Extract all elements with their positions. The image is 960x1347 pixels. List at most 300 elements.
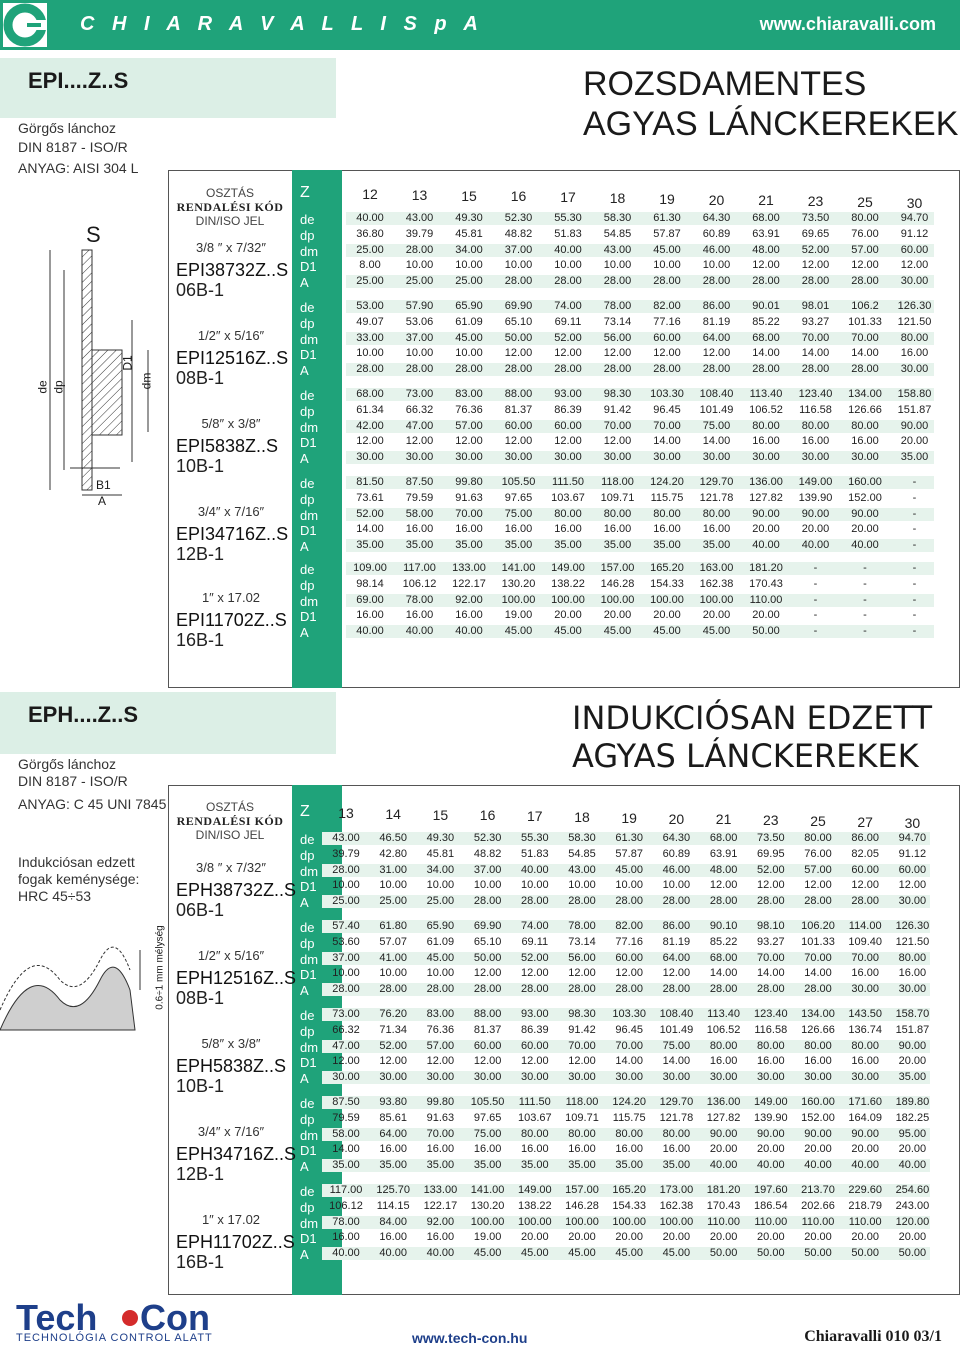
dim-dm: dm <box>139 372 154 390</box>
iso-code: 16B-1 <box>176 1252 225 1272</box>
table-cell: 106.20 <box>801 920 835 932</box>
tooth-count-header: 12 <box>362 186 378 202</box>
table-cell: 30.00 <box>379 1071 407 1084</box>
table-cell: 47.00 <box>332 1039 360 1052</box>
header-bar <box>0 0 960 50</box>
table-cell: 10.00 <box>426 879 455 892</box>
table-cell: - <box>912 491 917 504</box>
table-cell: 50.00 <box>898 1247 927 1260</box>
table-cell: 170.43 <box>749 577 783 590</box>
row-label: dm <box>300 951 319 967</box>
material2-label: ANYAG: <box>18 796 70 812</box>
table-cell: 91.12 <box>900 227 929 240</box>
table-cell: 146.28 <box>565 1199 599 1212</box>
table-cell: 45.00 <box>568 1247 596 1260</box>
table-cell: 152.00 <box>801 1111 835 1124</box>
table-cell: - <box>813 625 818 638</box>
table-cell: 125.70 <box>376 1184 411 1196</box>
table-cell: 81.19 <box>662 935 691 948</box>
table-cell: 16.00 <box>504 523 533 536</box>
table-cell: 10.00 <box>332 879 360 892</box>
table-cell: 45.81 <box>455 227 483 240</box>
table-cell: 47.00 <box>405 419 434 432</box>
table-cell: 20.00 <box>709 1143 738 1156</box>
table-cell: 154.33 <box>650 577 684 590</box>
table-cell: 10.00 <box>455 259 483 272</box>
product-code: EPI38732Z..S <box>176 260 289 280</box>
table-cell: 90.00 <box>752 507 780 520</box>
table-cell: 28.00 <box>568 895 596 908</box>
table-cell: 116.58 <box>799 403 832 416</box>
table-cell: 100.00 <box>501 593 536 606</box>
table-cell: 30.00 <box>851 983 879 996</box>
table-cell: 40.00 <box>804 1159 832 1172</box>
table-cell: 46.00 <box>662 863 691 876</box>
table-cell: 80.00 <box>900 331 929 344</box>
table-cell: 20.00 <box>757 1143 785 1156</box>
table-cell: 28.00 <box>702 275 731 288</box>
side-line-1: Görgős lánchoz <box>18 120 117 136</box>
table-cell: 82.00 <box>615 920 643 932</box>
material-label: ANYAG: <box>18 160 70 176</box>
table-cell: 12.00 <box>426 1055 455 1068</box>
row-label: dp <box>300 403 315 419</box>
tooth-count-header: 27 <box>857 813 873 830</box>
table-cell: 40.00 <box>851 539 879 552</box>
row-label: dp <box>300 491 315 507</box>
table-cell: 139.90 <box>753 1111 788 1124</box>
table-cell: 170.43 <box>706 1199 741 1212</box>
sprocket-drawing <box>20 200 170 520</box>
table-cell: 45.00 <box>554 625 582 638</box>
table-cell: 106.12 <box>402 577 437 590</box>
section2-title-line1: INDUKCIÓSAN EDZETT <box>572 699 933 737</box>
table-cell: 109.71 <box>600 491 635 504</box>
techcon-logo <box>16 1300 246 1334</box>
table-cell: - <box>863 625 867 638</box>
table-cell: 30.00 <box>504 451 533 464</box>
table-cell: 73.00 <box>332 1008 360 1020</box>
table-cell: 30.00 <box>603 451 632 464</box>
table-cell: 123.40 <box>753 1008 788 1020</box>
table-cell: 30.00 <box>709 1071 738 1084</box>
table-cell: - <box>912 577 917 590</box>
row-label: dm <box>300 1215 319 1231</box>
product-code: EPI34716Z..S <box>176 524 289 544</box>
table-cell: 121.78 <box>659 1111 694 1124</box>
product-code: EPI11702Z..S <box>176 610 287 630</box>
table-cell: 71.34 <box>379 1023 407 1036</box>
table-cell: 124.20 <box>650 476 684 488</box>
z-label: Z <box>300 184 310 201</box>
table-cell: 90.00 <box>851 1127 879 1140</box>
table-cell: 43.00 <box>568 863 596 876</box>
row-label: dp <box>300 1023 315 1039</box>
table-cell: 16.00 <box>702 523 731 536</box>
row-label: dp <box>300 315 315 331</box>
table-cell: 91.42 <box>603 403 632 416</box>
table-cell: 68.00 <box>356 388 384 400</box>
side2-line-2: DIN 8187 - ISO/R <box>18 773 128 789</box>
table-cell: 42.80 <box>379 847 407 860</box>
row-label: dp <box>300 577 315 593</box>
table-cell: 28.00 <box>504 363 533 376</box>
table-cell: 80.00 <box>757 1039 785 1052</box>
table-cell: 30.00 <box>900 275 929 288</box>
table-cell: 16.00 <box>379 1231 407 1244</box>
table-cell: 12.00 <box>332 1055 360 1068</box>
table-cell: 114.15 <box>376 1199 410 1212</box>
table-cell: 126.30 <box>897 300 932 312</box>
table-cell: 115.75 <box>650 491 684 504</box>
table-cell: 49.07 <box>356 315 384 328</box>
table-cell: 53.60 <box>332 935 360 948</box>
table-cell: 105.50 <box>501 476 536 488</box>
table-cell: 20.00 <box>702 609 731 622</box>
table-cell: 16.00 <box>455 609 483 622</box>
table-cell: 80.00 <box>521 1127 549 1140</box>
table-cell: 61.30 <box>615 832 643 844</box>
table-cell: 54.85 <box>603 227 632 240</box>
table-cell: 108.40 <box>699 388 734 400</box>
table-cell: 60.89 <box>662 847 691 860</box>
table-cell: 52.00 <box>801 243 830 256</box>
table-cell: 126.66 <box>801 1023 835 1036</box>
table-cell: 77.16 <box>615 935 643 948</box>
table-cell: 30.00 <box>662 1071 691 1084</box>
table-cell: 86.39 <box>554 403 582 416</box>
table-cell: 16.00 <box>603 523 632 536</box>
logo-dot-icon <box>122 1310 138 1326</box>
table-cell: 124.20 <box>612 1096 647 1108</box>
table-cell: 101.33 <box>848 315 882 328</box>
table-cell: 25.00 <box>455 275 483 288</box>
material-line <box>18 160 138 177</box>
table-cell: 35.00 <box>426 1159 455 1172</box>
table-cell: 68.00 <box>752 212 780 224</box>
iso-code: 08B-1 <box>176 368 225 388</box>
table-cell: 57.00 <box>851 243 879 256</box>
table-cell: 76.00 <box>804 847 832 860</box>
table-cell: 28.00 <box>504 275 533 288</box>
table-cell: 40.00 <box>405 625 434 638</box>
table-cell: 16.00 <box>757 1055 785 1068</box>
table-cell: 28.00 <box>521 983 549 996</box>
table-cell: 73.61 <box>356 491 384 504</box>
hardening-line-2: fogak keménysége: <box>18 871 140 887</box>
table-cell: 94.70 <box>900 212 929 224</box>
tooth-count-header: 23 <box>807 193 824 210</box>
table-cell: 88.00 <box>504 388 533 400</box>
table-cell: 70.00 <box>653 419 681 432</box>
material2-value: C 45 UNI 7845 <box>73 796 167 812</box>
iso-code: 08B-1 <box>176 988 225 1008</box>
table-cell: 149.00 <box>753 1096 788 1108</box>
table-cell: 25.00 <box>356 275 384 288</box>
pitch-value: 1″ x 17.02 <box>201 1212 261 1227</box>
table-cell: 93.27 <box>801 315 830 328</box>
table-cell: 109.71 <box>565 1111 599 1124</box>
table-cell: 75.00 <box>473 1127 502 1140</box>
table-cell: 12.00 <box>804 879 832 892</box>
table-cell: 110.00 <box>707 1215 740 1228</box>
footer-url[interactable]: www.tech-con.hu <box>412 1330 528 1346</box>
table-cell: 91.63 <box>426 1111 455 1124</box>
table-cell: 10.00 <box>603 259 632 272</box>
table-cell: 149.00 <box>798 476 833 488</box>
table-cell: 110.00 <box>848 1215 882 1228</box>
drawing-label-s: S <box>86 222 101 247</box>
table-cell: 14.00 <box>757 967 785 980</box>
table-cell: 114.00 <box>848 920 882 932</box>
table-cell: 138.22 <box>517 1199 552 1212</box>
table-cell: 35.00 <box>662 1159 691 1172</box>
table-cell: 100.00 <box>612 1215 647 1228</box>
table-cell: 60.00 <box>473 1039 502 1052</box>
table-cell: - <box>813 577 818 590</box>
table-cell: 20.00 <box>603 609 632 622</box>
table-cell: 121.78 <box>699 491 734 504</box>
row-label: D1 <box>300 967 317 983</box>
row-label: D1 <box>300 1055 317 1071</box>
depth-label: 0.6÷1 mm mélység <box>154 925 166 1010</box>
iso-code: 12B-1 <box>176 1164 225 1184</box>
table-cell: 136.74 <box>848 1023 883 1036</box>
table-cell: 80.00 <box>752 419 780 432</box>
row-label: dm <box>300 419 319 435</box>
table-cell: 30.00 <box>898 983 927 996</box>
table-cell: 35.00 <box>900 451 929 464</box>
table-cell: 20.00 <box>568 1231 596 1244</box>
table-cell: 141.00 <box>501 562 536 574</box>
table-cell: 40.00 <box>426 1247 455 1260</box>
table-cell: 12.00 <box>851 879 879 892</box>
table-cell: - <box>863 609 867 622</box>
table-cell: 85.22 <box>709 935 738 948</box>
row-label: dp <box>300 935 315 951</box>
table-cell: 16.00 <box>653 523 681 536</box>
table-cell: 55.30 <box>554 212 582 224</box>
table-cell: 28.00 <box>851 363 879 376</box>
table-cell: 28.00 <box>709 895 738 908</box>
table-cell: 28.00 <box>379 983 407 996</box>
tooth-count-header: 19 <box>659 190 675 207</box>
table-cell: 14.00 <box>332 1143 360 1156</box>
table-cell: 61.30 <box>653 212 681 224</box>
table-cell: 12.00 <box>603 435 632 448</box>
table-cell: 25.00 <box>379 895 407 908</box>
table-cell: 57.00 <box>455 419 483 432</box>
table-cell: 10.00 <box>356 347 384 360</box>
table-cell: 16.00 <box>405 609 434 622</box>
table-cell: 113.40 <box>749 388 783 400</box>
table-cell: 12.00 <box>521 1055 549 1068</box>
table-cell: 35.00 <box>603 539 632 552</box>
table-cell: 90.00 <box>709 1127 738 1140</box>
table-cell: 30.00 <box>757 1071 785 1084</box>
table-cell: 52.00 <box>521 951 549 964</box>
table-cell: 40.00 <box>379 1247 407 1260</box>
table-cell: 57.00 <box>426 1039 455 1052</box>
iso-code: 12B-1 <box>176 544 225 564</box>
table-cell: 19.00 <box>504 609 533 622</box>
table-cell: 35.00 <box>356 539 384 552</box>
product-badge-epi: EPI....Z..S <box>0 58 336 118</box>
table-cell: 103.67 <box>551 491 585 504</box>
table-cell: 151.87 <box>895 1023 930 1036</box>
table-cell: 42.00 <box>356 419 384 432</box>
table-cell: 61.80 <box>379 920 407 932</box>
table-cell: 20.00 <box>801 523 830 536</box>
tooth-count-header: 21 <box>715 811 732 828</box>
table-cell: 45.00 <box>615 1247 643 1260</box>
table-cell: 51.83 <box>554 227 582 240</box>
table-cell: 12.00 <box>702 347 731 360</box>
table-cell: 30.00 <box>702 451 731 464</box>
table-cell: 28.00 <box>709 983 738 996</box>
tooth-count-header: 19 <box>621 809 637 826</box>
table-cell: 45.00 <box>473 1247 502 1260</box>
tooth-count-header: 15 <box>432 806 449 823</box>
table-cell: 60.00 <box>554 419 582 432</box>
table-cell: 20.00 <box>898 1231 927 1244</box>
iso-column-head: DIN/ISO JEL <box>195 828 265 842</box>
table-cell: 35.00 <box>332 1159 360 1172</box>
table-cell: 165.20 <box>650 562 684 574</box>
table-cell: 16.00 <box>332 1231 360 1244</box>
row-label: de <box>300 920 315 935</box>
table-cell: 16.00 <box>898 967 927 980</box>
table-cell: 10.00 <box>662 879 691 892</box>
dim-a: A <box>98 494 107 508</box>
tooth-count-header: 23 <box>763 812 779 829</box>
table-cell: 115.75 <box>612 1111 646 1124</box>
table-cell: 58.30 <box>603 212 632 224</box>
table-cell: 110.00 <box>749 593 783 606</box>
table-cell: 98.30 <box>603 388 632 400</box>
table-cell: 16.00 <box>426 1231 455 1244</box>
table-cell: 80.00 <box>851 419 879 432</box>
table-cell: 40.00 <box>851 1159 879 1172</box>
table-cell: 45.00 <box>603 625 632 638</box>
table-cell: 28.00 <box>757 983 785 996</box>
table-cell: 73.50 <box>757 832 785 844</box>
z-label: Z <box>300 803 310 820</box>
table-cell: 58.00 <box>332 1127 360 1140</box>
tooth-count-header: 25 <box>810 813 826 829</box>
tooth-count-header: 30 <box>906 194 923 211</box>
table-cell: 80.00 <box>804 832 832 844</box>
row-label: A <box>300 1071 309 1087</box>
table-cell: 28.00 <box>473 983 502 996</box>
table-cell: 35.00 <box>653 539 681 552</box>
table-cell: 28.00 <box>615 895 643 908</box>
table-cell: 66.32 <box>405 403 434 416</box>
table-cell: 86.00 <box>662 920 691 932</box>
tooth-count-header: 17 <box>527 808 543 825</box>
table-cell: 14.00 <box>615 1055 643 1068</box>
table-cell: 70.00 <box>851 331 879 344</box>
table-cell: 28.00 <box>662 983 691 996</box>
table-cell: 130.20 <box>470 1199 505 1212</box>
product-code: EPH38732Z..S <box>176 880 297 900</box>
table-cell: 43.00 <box>332 832 360 844</box>
table-cell: 181.20 <box>706 1184 741 1196</box>
table-cell: 28.00 <box>554 363 582 376</box>
table-cell: 10.00 <box>504 259 533 272</box>
table-cell: 110.00 <box>801 1215 835 1228</box>
table-cell: 40.00 <box>757 1159 785 1172</box>
table-cell: 30.00 <box>568 1071 596 1084</box>
table-cell: 98.01 <box>801 300 830 312</box>
table-cell: 12.00 <box>568 967 596 980</box>
pitch-value: 3/8 ″ x 7/32″ <box>196 240 266 255</box>
table-cell: 69.00 <box>356 593 384 606</box>
table-cell: 80.00 <box>603 507 632 520</box>
table-cell: 28.00 <box>653 363 681 376</box>
table-cell: 35.00 <box>702 539 731 552</box>
table-cell: 16.00 <box>568 1143 596 1156</box>
table-cell: 40.00 <box>752 539 780 552</box>
table-cell: 202.66 <box>801 1199 835 1212</box>
table-cell: 100.00 <box>565 1215 599 1228</box>
table-cell: 30.00 <box>653 451 681 464</box>
table-cell: 20.00 <box>851 523 879 536</box>
product-code: EPH34716Z..S <box>176 1144 297 1164</box>
table-cell: 171.60 <box>848 1096 883 1108</box>
table-cell: 30.00 <box>900 363 929 376</box>
table-cell: - <box>912 562 917 574</box>
table-cell: 35.00 <box>405 539 434 552</box>
row-label: dm <box>300 507 319 523</box>
table-cell: 25.00 <box>356 243 384 256</box>
table-cell: 43.00 <box>603 243 632 256</box>
table-cell: 25.00 <box>405 275 434 288</box>
table-cell: 78.00 <box>332 1215 360 1228</box>
table-cell: 63.91 <box>752 227 780 240</box>
table-cell: 53.00 <box>356 300 384 312</box>
table-cell: 64.00 <box>662 951 691 964</box>
table-cell: 122.17 <box>452 577 486 590</box>
row-label: de <box>300 562 315 577</box>
iso-code: 06B-1 <box>176 280 225 300</box>
table-cell: 90.00 <box>851 507 879 520</box>
row-label: dp <box>300 1111 315 1127</box>
table-cell: 70.00 <box>455 507 483 520</box>
table-cell: 20.00 <box>554 609 582 622</box>
material-value: AISI 304 L <box>73 160 139 176</box>
table-cell: - <box>912 507 917 520</box>
table-cell: - <box>863 593 867 606</box>
table-cell: 55.30 <box>521 832 549 844</box>
table-cell: 90.00 <box>801 507 830 520</box>
table-cell: 106.2 <box>851 300 879 312</box>
table-cell: 28.00 <box>332 983 360 996</box>
table-cell: 94.70 <box>898 832 927 844</box>
table-cell: 70.00 <box>426 1127 455 1140</box>
table-cell: 113.40 <box>707 1008 740 1020</box>
table-cell: 93.00 <box>521 1008 549 1020</box>
row-label: D1 <box>300 435 317 451</box>
table-cell: 103.30 <box>612 1008 647 1020</box>
table-cell: 28.00 <box>653 275 681 288</box>
table-cell: 16.00 <box>356 609 384 622</box>
table-cell: 12.00 <box>653 347 681 360</box>
table-cell: 16.00 <box>521 1143 549 1156</box>
company-url[interactable]: www.chiaravalli.com <box>759 14 936 34</box>
table-cell: 12.00 <box>603 347 632 360</box>
table-cell: 39.79 <box>405 227 434 240</box>
